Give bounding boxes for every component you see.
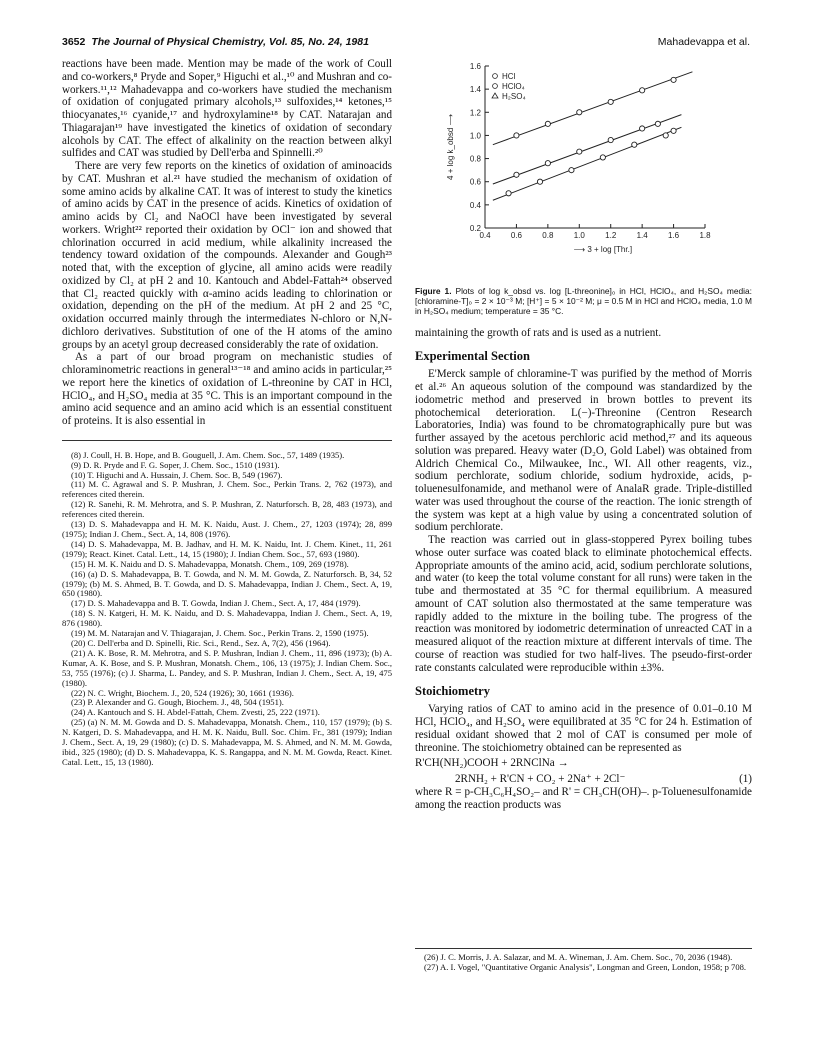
- y-tick-label: 1.2: [469, 108, 481, 118]
- footnote: (15) H. M. K. Naidu and D. S. Mahadevappa, Monatsh. Chem., 109, 269 (1978).: [71, 558, 349, 569]
- paragraph-experimental-2: The reaction was carried out in glass-stoppered Pyrex boiling tubes whose outer surface was coated black to eliminate photochemical effects. Appropriate amounts of the amino acid, acid, sodium perchlorate solutions, and water (to keep the total volume constant for all runs) were taken in the tube and thermostated at 35 °C for thermal equilibrium. A measured amount of CAT solution also thermostated at the same temperature was rapidly added to the mixture in the boiling tube. The progress of the reaction was monitored by iodometric determination of unreacted CAT in a measured aliquot of the reaction mixture at different intervals of time. The course of reaction was studied for two half-lives. The pseudo-first-order rate constants calculated were reproducible within ±3%.: [415, 534, 752, 674]
- data-point: [537, 179, 542, 184]
- y-tick-label: 1.6: [469, 62, 481, 71]
- legend-marker: [493, 74, 498, 79]
- caption-text: Plots of log k_obsd vs. log [L-threonine]₀ in HCl, HClO₄, and H₂SO₄ media: [chloramine-T]₀ = 2 × 10⁻³ M; [H⁺] = 5 × 10⁻² M; μ = 0.5 M in HCl and HClO₄ media, 1.0 M in H₂SO₄ medium; temperature = 35 °C.: [415, 286, 752, 317]
- legend-label: HClO₄: [502, 82, 525, 91]
- equation-products: 2RNH₂ + R'CN + CO₂ + 2Na⁺ + 2Cl⁻: [455, 773, 626, 786]
- journal-citation: The Journal of Physical Chemistry, Vol. 85, No. 24, 1981: [91, 36, 369, 48]
- paragraph-after-equation: where R = p-CH₃C₆H₄SO₂– and R' = CH₃CH(OH)–. p-Toluenesulfonamide among the reaction products was: [415, 786, 752, 812]
- paragraph-intro-1: reactions have been made. Mention may be made of the work of Coull and co-workers,⁸ Pryde and Soper,⁹ Higuchi et al.,¹⁰ and Mushran and co-workers.¹¹,¹² Mahadevappa and co-workers have studied the mechanism of oxidation of conjugated primary alcohols,¹³ sulfoxides,¹⁴ ketones,¹⁵ thiocyanates,¹⁶ cyanide,¹⁷ and hydroxylamine¹⁸ by CAT. Natarajan and Thiagarajan¹⁹ have investigated the kinetics of oxidation of secondary alcohols by CAT. The effect of alkalinity on the reaction between alkyl sulfides and CAT was studied by Dell'erba and Spinnelli.²⁰: [62, 58, 392, 160]
- footnote: (21) A. K. Bose, R. M. Mehrotra, and S. P. Mushran, Indian J. Chem., 11, 896 (1973); (b) A. Kumar, A. K. Bose, and S. P. Mushran, Monatsh. Chem., 106, 13 (1975); J. Indian Chem. Soc., 53, 755 (1976); (c) J. Sharma, L. Pandey, and S. P. Mushran, Indian J. Chem., Sect. A, 19, 475 (1980).: [62, 647, 392, 688]
- data-point: [640, 88, 645, 93]
- running-head-authors: Mahadevappa et al.: [657, 36, 750, 48]
- footnote: (27) A. I. Vogel, "Quantitative Organic Analysis", Longman and Green, London, 1958; p 708.: [424, 961, 747, 972]
- x-axis-label: ⟶ 3 + log [Thr.]: [573, 245, 633, 254]
- paragraph-continued: maintaining the growth of rats and is used as a nutrient.: [415, 326, 662, 339]
- data-point: [545, 161, 550, 166]
- data-point: [514, 133, 519, 138]
- footnote: (19) M. M. Natarajan and V. Thiagarajan, J. Chem. Soc., Perkin Trans. 2, 1590 (1975).: [71, 628, 369, 639]
- legend-marker: [492, 93, 498, 98]
- fit-line: [493, 127, 682, 200]
- data-point: [577, 149, 582, 154]
- data-point: [545, 121, 550, 126]
- paragraph-intro-2: There are very few reports on the kinetics of oxidation of aminoacids by CAT. Mushran et al.²¹ have studied the mechanism of oxidation of some amino acids by alkaline CAT. It was of interest to study the kinetics of amino acids by CAT in the presence of acids. Kinetics of oxidation of amino acids by Cl₂ and NaOCl have been investigated by several workers. Wright²² reported their oxidation by OCl⁻ ion and showed that chlorination occurred in acid medium, while alkalinity increased the tendency toward oxidation of the compounds. Alexander and Gough²³ noted that, with the exception of glycine, all amino acids were readily oxidized by Cl₂ at pH 2 and 10. Kantouch and Abdel-Fattah²⁴ observed that Cl₂ reacted quickly with α-amino acids leading to chlorination or oxidation, depending on the pH of the medium. At pH 2 and 25 °C, oxidation occurred mainly through the intermediates N-chloro or N,N-dichloro derivatives. Substitution of one of the H atoms of the amino groups by an acetyl group decreased considerably the rate of oxidation.: [62, 160, 392, 351]
- data-point: [569, 168, 574, 173]
- legend-label: HCl: [502, 72, 516, 81]
- x-tick-label: 1.4: [636, 231, 648, 240]
- equation-number: (1): [739, 773, 752, 786]
- footnote: (9) D. R. Pryde and F. G. Soper, J. Chem. Soc., 1510 (1931).: [71, 459, 280, 470]
- data-point: [514, 172, 519, 177]
- data-point: [655, 121, 660, 126]
- x-tick-label: 0.6: [510, 231, 522, 240]
- data-point: [608, 99, 613, 104]
- y-tick-label: 0.4: [469, 200, 481, 210]
- legend-label: H₂SO₄: [502, 92, 526, 101]
- x-tick-label: 1.2: [605, 231, 617, 240]
- y-tick-label: 1.0: [469, 131, 481, 141]
- paragraph-stoichiometry: Varying ratios of CAT to amino acid in the presence of 0.01–0.10 M HCl, HClO₄, and H₂SO₄ were equilibrated at 35 °C for 24 h. Estimation of residual oxidant showed that 2 mol of CAT is consumed per mole of threonine. The stoichiometry obtained can be represented as: [415, 703, 752, 754]
- footnote: (12) R. Sanehi, R. M. Mehrotra, and S. P. Mushran, Z. Naturforsch. B, 28, 483 (1973), and references cited therein.: [62, 499, 392, 520]
- figure-caption: [415, 286, 752, 317]
- footnotes-left: [62, 451, 392, 768]
- left-column: [62, 58, 392, 768]
- footnote: (22) N. C. Wright, Biochem. J., 20, 524 (1926); 30, 1661 (1936).: [71, 687, 294, 698]
- footnote: (18) S. N. Katgeri, H. M. K. Naidu, and D. S. Mahadevappa, Indian J. Chem., Sect. A, 19, 876 (1980).: [62, 608, 392, 629]
- footnote: (17) D. S. Mahadevappa and B. T. Gowda, Indian J. Chem., Sect. A, 17, 484 (1979).: [71, 598, 361, 609]
- x-tick-label: 1.6: [668, 231, 680, 240]
- paragraph-experimental-1: E'Merck sample of chloramine-T was purified by the method of Morris et al.²⁶ An aqueous solution of the compound was standardized by the iodometric method and preserved in brown bottles to prevent its photochemical deterioration. L(−)-Threonine (Centron Research Laboratories, India) was found to be chromatographically pure but was further assayed by the acetous perchloric acid method,²⁷ and its aqueous solution was prepared. Heavy water (D₂O, Gold Label) was obtained from Aldrich Chemical Co., Milwaukee, Inc., WI. All other reagents, viz., sodium perchlorate, sodium chloride, sodium hydroxide, acids, p-toluenesulfonamide, and methanol were of AnalaR grade. Triple-distilled water was used throughout the course of the reaction. The ionic strength of the system was kept at a high value by using a concentrated solution of sodium perchlorate.: [415, 368, 752, 534]
- data-point: [608, 137, 613, 142]
- equation-line-2: [415, 772, 752, 786]
- data-point: [671, 128, 676, 133]
- y-tick-label: 0.2: [469, 224, 481, 233]
- data-point: [600, 155, 605, 160]
- x-tick-label: 0.4: [479, 231, 491, 240]
- figure-1-plot: [415, 58, 752, 280]
- data-point: [506, 191, 511, 196]
- footnote: (24) A. Kantouch and S. H. Abdel-Fattah, Chem. Zvesti, 25, 222 (1971).: [71, 707, 320, 718]
- section-heading-experimental: Experimental Section: [415, 349, 530, 364]
- legend-marker: [493, 84, 498, 89]
- figure-1: [415, 58, 752, 280]
- data-point: [577, 110, 582, 115]
- footnote: (26) J. C. Morris, J. A. Salazar, and M. A. Wineman, J. Am. Chem. Soc., 70, 2036 (1948).: [424, 952, 733, 962]
- paragraph-intro-3: As a part of our broad program on mechanistic studies of chloraminometric reactions in general¹³⁻¹⁸ and amino acids in particular,²⁵ we report here the kinetics of oxidation of L-threonine by CAT in HCl, HClO₄, and H₂SO₄ media at 35 °C. This is an important compound in the amino acid sequence and an amino acid which is an essential constituent of proteins. It is also essential in: [62, 351, 392, 427]
- equation-line-1: R'CH(NH₂)COOH + 2RNClNa →: [415, 757, 569, 770]
- page-header: [62, 36, 750, 52]
- caption-label: Figure 1.: [415, 286, 452, 296]
- page-number: 3652: [62, 36, 86, 48]
- data-point: [640, 126, 645, 131]
- right-column: [415, 58, 752, 812]
- y-tick-label: 1.4: [469, 85, 481, 95]
- x-tick-label: 1.8: [699, 231, 711, 240]
- footnote: (25) (a) N. M. M. Gowda and D. S. Mahadevappa, Monatsh. Chem., 110, 157 (1979); (b) S. N. Katgeri, D. S. Mahadevappa, and H. M. K. Naidu, Bull. Soc. Chim. Fr., 381 (1979); Indian J. Chem., Sect. A, 19, 29 (1980); (c) D. S. Mahadevappa, M. S. Ahmed, and N. M. M. Gowda, ibid., 325 (1980); (d) D. S. Mahadevappa, K. S. Rangappa, and N. M. M. Gowda, React. Kinet. Catal. Lett., 15, 13 (1980).: [62, 717, 392, 767]
- y-tick-label: 0.6: [469, 177, 481, 187]
- data-point: [663, 133, 668, 138]
- y-axis-label: 4 + log k_obsd ⟶: [446, 114, 455, 180]
- footnote: (11) M. C. Agrawal and S. P. Mushran, J. Chem. Soc., Perkin Trans. 2, 762 (1973), and references cited therein.: [62, 479, 392, 500]
- y-tick-label: 0.8: [469, 154, 481, 164]
- footnote: (10) T. Higuchi and A. Hussain, J. Chem. Soc. B, 549 (1967).: [71, 469, 283, 480]
- data-point: [632, 142, 637, 147]
- x-tick-label: 1.0: [573, 231, 585, 240]
- footnotes-right: [415, 948, 752, 973]
- x-tick-label: 0.8: [542, 231, 554, 240]
- fit-line: [493, 115, 682, 184]
- running-head-left: [62, 36, 369, 48]
- data-point: [671, 77, 676, 82]
- footnote: (13) D. S. Mahadevappa and H. M. K. Naidu, Aust. J. Chem., 27, 1203 (1974); 28, 899 (1975); Indian J. Chem., Sect. A, 14, 808 (1976).: [62, 519, 392, 539]
- footnote: (14) D. S. Mahadevappa, M. B. Jadhav, and H. M. K. Naidu, Int. J. Chem. Kinet., 11, 261 (1979); React. Kinet. Catal. Lett., 14, 15 (1980); J. Indian Chem. Soc., 57, 693 (1980).: [62, 538, 392, 559]
- footnote: (16) (a) D. S. Mahadevappa, B. T. Gowda, and N. M. M. Gowda, Z. Naturforsch. B, 34, 52 (1979); (b) M. S. Ahmed, B. T. Gowda, and D. S. Mahadevappa, Indian J. Chem., Sect. A, 19, 650 (1980).: [62, 568, 392, 599]
- footnote: (20) C. Dell'erba and D. Spinelli, Ric. Sci., Rend., Sez. A, 7(2), 456 (1964).: [71, 637, 331, 648]
- footnote: (23) P. Alexander and G. Gough, Biochem. J., 48, 504 (1951).: [71, 697, 284, 708]
- footnote: (8) J. Coull, H. B. Hope, and B. Gouguell, J. Am. Chem. Soc., 57, 1489 (1935).: [71, 449, 345, 460]
- section-heading-stoichiometry: Stoichiometry: [415, 684, 490, 699]
